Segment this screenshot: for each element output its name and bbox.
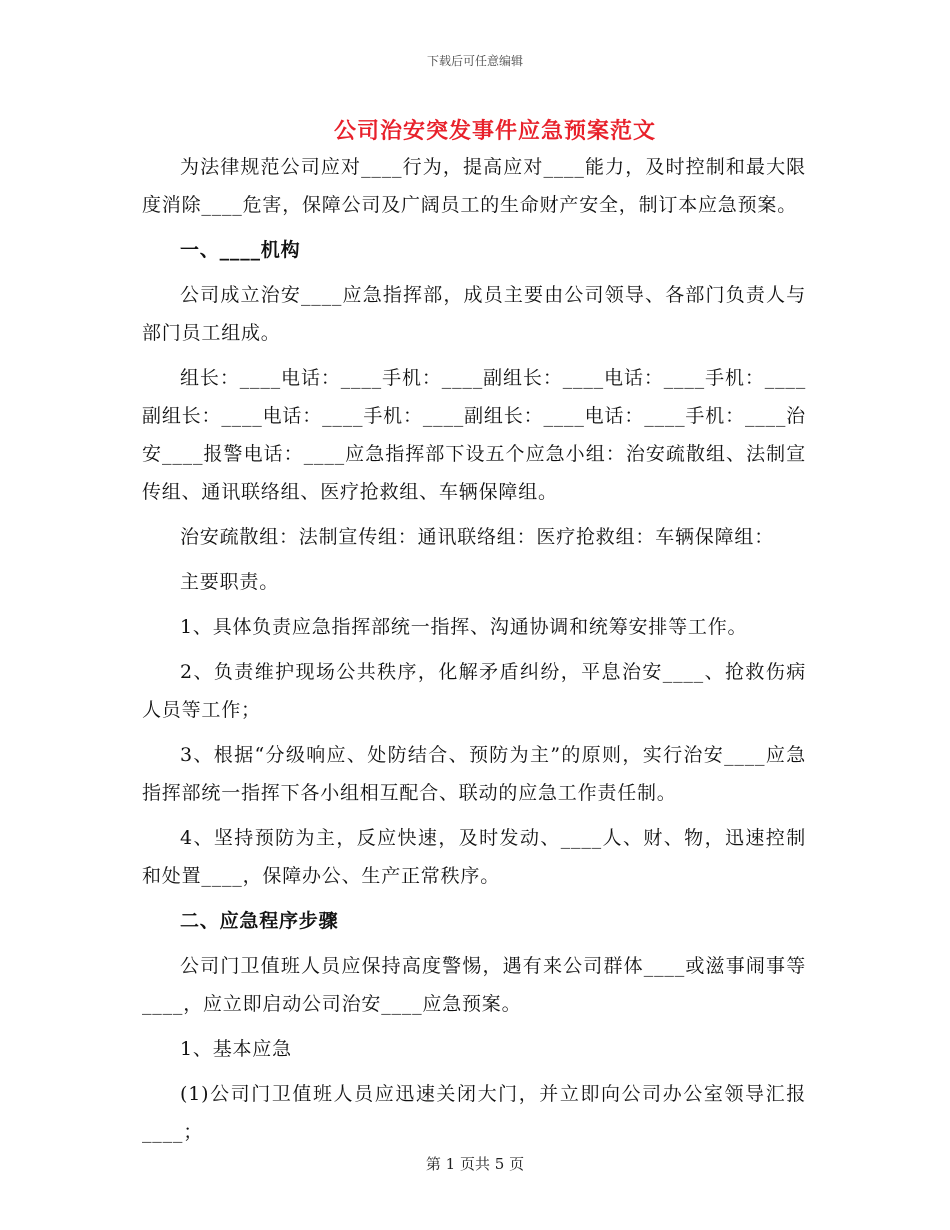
- paragraph-duties-title: 主要职责。: [180, 571, 280, 593]
- list-item-duty-1: 1、具体负责应急指挥部统一指挥、沟通协调和统筹安排等工作。: [180, 616, 748, 638]
- document-body: [142, 148, 806, 1151]
- list-item-duty-4: 4、坚持预防为主，反应快速，及时发动、____人、财、物，迅速控制和处置____，保障办公、生产正常秩序。: [142, 827, 806, 887]
- paragraph-contacts: 组长：____电话：____手机：____副组长：____电话：____手机：____副组长：____电话：____手机：____副组长：____电话：____手机：____治安____报警电话：____应急指挥部下设五个应急小组：治安疏散组、法制宣传组、通讯联络组、医疗抢救组、车辆保障组。: [142, 367, 806, 503]
- document-title: 公司治安突发事件应急预案范文: [333, 118, 656, 144]
- section-heading-organization: 一、____机构: [180, 239, 301, 261]
- paragraph-procedure-intro: 公司门卫值班人员应保持高度警惕，遇有来公司群体____或滋事闹事等____，应立即启动公司治安____应急预案。: [142, 955, 806, 1015]
- page-number: 第 1 页共 5 页: [425, 1155, 525, 1173]
- paragraph-groups: 治安疏散组：法制宣传组：通讯联络组：医疗抢救组：车辆保障组：: [180, 526, 775, 548]
- header-note: 下载后可任意编辑: [426, 54, 523, 68]
- list-item-duty-3: 3、根据“分级响应、处防结合、预防为主”的原则，实行治安____应急指挥部统一指挥下各小组相互配合、联动的应急工作责任制。: [142, 744, 806, 804]
- paragraph-command-center: 公司成立治安____应急指挥部，成员主要由公司领导、各部门负责人与部门员工组成。: [142, 284, 806, 344]
- list-item-basic-1: (1)公司门卫值班人员应迅速关闭大门，并立即向公司办公室领导汇报____；: [142, 1083, 806, 1143]
- section-heading-procedure: 二、应急程序步骤: [180, 910, 339, 932]
- list-item-duty-2: 2、负责维护现场公共秩序，化解矛盾纠纷，平息治安____、抢救伤病人员等工作；: [142, 661, 806, 721]
- paragraph-intro: 为法律规范公司应对____行为，提高应对____能力，及时控制和最大限度消除____危害，保障公司及广阔员工的生命财产安全，制订本应急预案。: [142, 156, 806, 216]
- subheading-basic-response: 1、基本应急: [180, 1038, 292, 1060]
